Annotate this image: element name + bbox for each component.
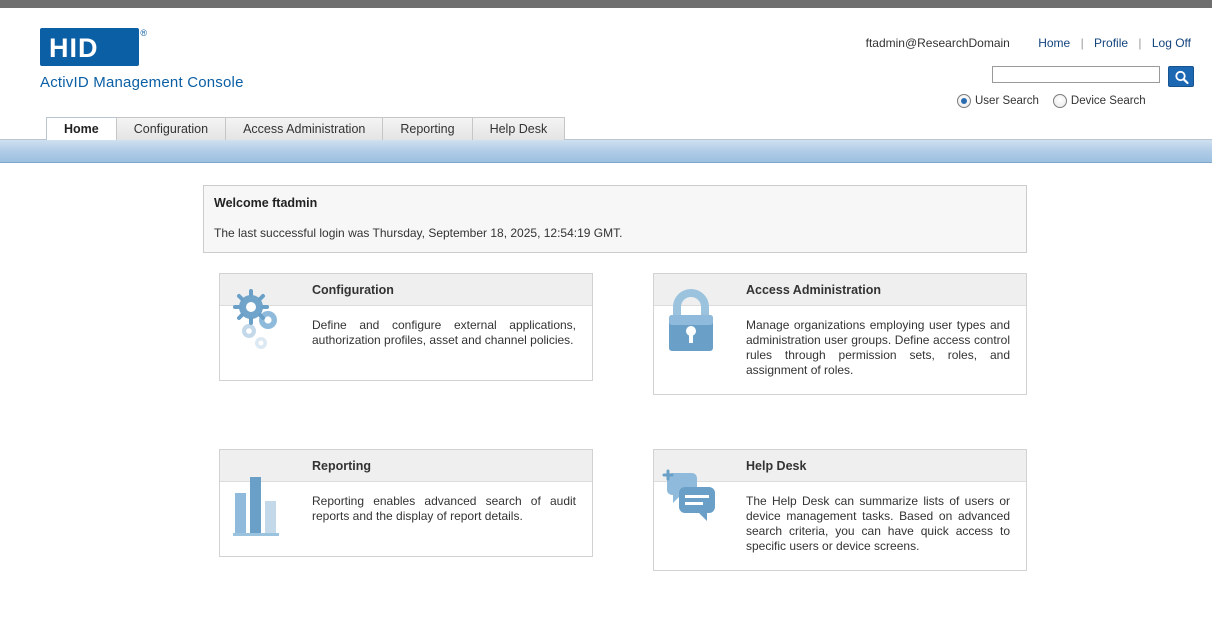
hid-logo-mark [40, 28, 147, 66]
welcome-title: Welcome ftadmin [214, 196, 318, 210]
page-header [0, 8, 1212, 116]
user-search-radio[interactable] [957, 94, 1039, 108]
help-desk-icon [661, 463, 725, 541]
search-button[interactable] [1168, 66, 1194, 87]
radio-indicator-device[interactable] [1053, 94, 1067, 108]
link-separator-2: | [1138, 36, 1142, 50]
search-input[interactable] [992, 66, 1160, 83]
module-cards [203, 273, 1027, 625]
device-search-radio[interactable] [1053, 94, 1146, 108]
current-user-label: ftadmin@ResearchDomain [865, 36, 1010, 50]
device-search-label: Device Search [1070, 95, 1146, 107]
card-access-administration[interactable] [637, 273, 1027, 401]
card-title-reporting: Reporting [220, 450, 592, 482]
bar-chart-icon [227, 463, 291, 541]
link-separator-1: | [1080, 36, 1084, 50]
card-row-top [203, 273, 1027, 401]
console-title: ActivID Management Console [40, 74, 244, 91]
padlock-icon [661, 287, 725, 365]
radio-indicator-user[interactable] [957, 94, 971, 108]
home-link[interactable]: Home [1038, 36, 1071, 50]
card-text-help-desk: The Help Desk can summarize lists of users or device management tasks. Based on advanced search criteria, you can have quick access to specific users or device screens. [746, 494, 1010, 553]
content-spacer [0, 163, 1212, 185]
card-title-help-desk: Help Desk [654, 450, 1026, 482]
profile-link[interactable]: Profile [1094, 36, 1129, 50]
tab-access-administration[interactable]: Access Administration [225, 117, 382, 140]
tab-configuration[interactable]: Configuration [116, 117, 225, 140]
main-navigation [0, 116, 1212, 140]
card-text-configuration: Define and configure external applications, authorization profiles, asset and channel policies. [312, 318, 576, 347]
accent-band [0, 140, 1212, 163]
card-row-bottom [203, 449, 1027, 577]
top-decoration-bar [0, 0, 1212, 8]
card-configuration[interactable] [203, 273, 593, 401]
user-search-label: User Search [975, 95, 1039, 107]
last-login-text: The last successful login was Thursday, September 18, 2025, 12:54:19 GMT. [214, 226, 623, 240]
brand-logo [40, 28, 244, 91]
gears-icon [227, 287, 291, 365]
tab-home[interactable]: Home [46, 117, 116, 140]
welcome-panel [203, 185, 1027, 253]
user-links-bar [866, 36, 1194, 50]
hid-logo-text: HID [49, 33, 99, 63]
card-title-access-administration: Access Administration [654, 274, 1026, 306]
tab-reporting[interactable]: Reporting [382, 117, 471, 140]
tab-help-desk[interactable]: Help Desk [472, 117, 566, 140]
card-title-configuration: Configuration [220, 274, 592, 306]
card-text-access-administration: Manage organizations employing user types and administration user groups. Define access control rules through permission sets, roles, and assignment of roles. [746, 318, 1010, 377]
logoff-link[interactable]: Log Off [1151, 36, 1191, 50]
card-help-desk[interactable] [637, 449, 1027, 577]
card-reporting[interactable] [203, 449, 593, 577]
registered-mark: ® [140, 28, 147, 38]
card-text-reporting: Reporting enables advanced search of audit reports and the display of report details. [312, 494, 576, 523]
search-area [954, 66, 1194, 108]
search-scope-radios [954, 94, 1194, 108]
